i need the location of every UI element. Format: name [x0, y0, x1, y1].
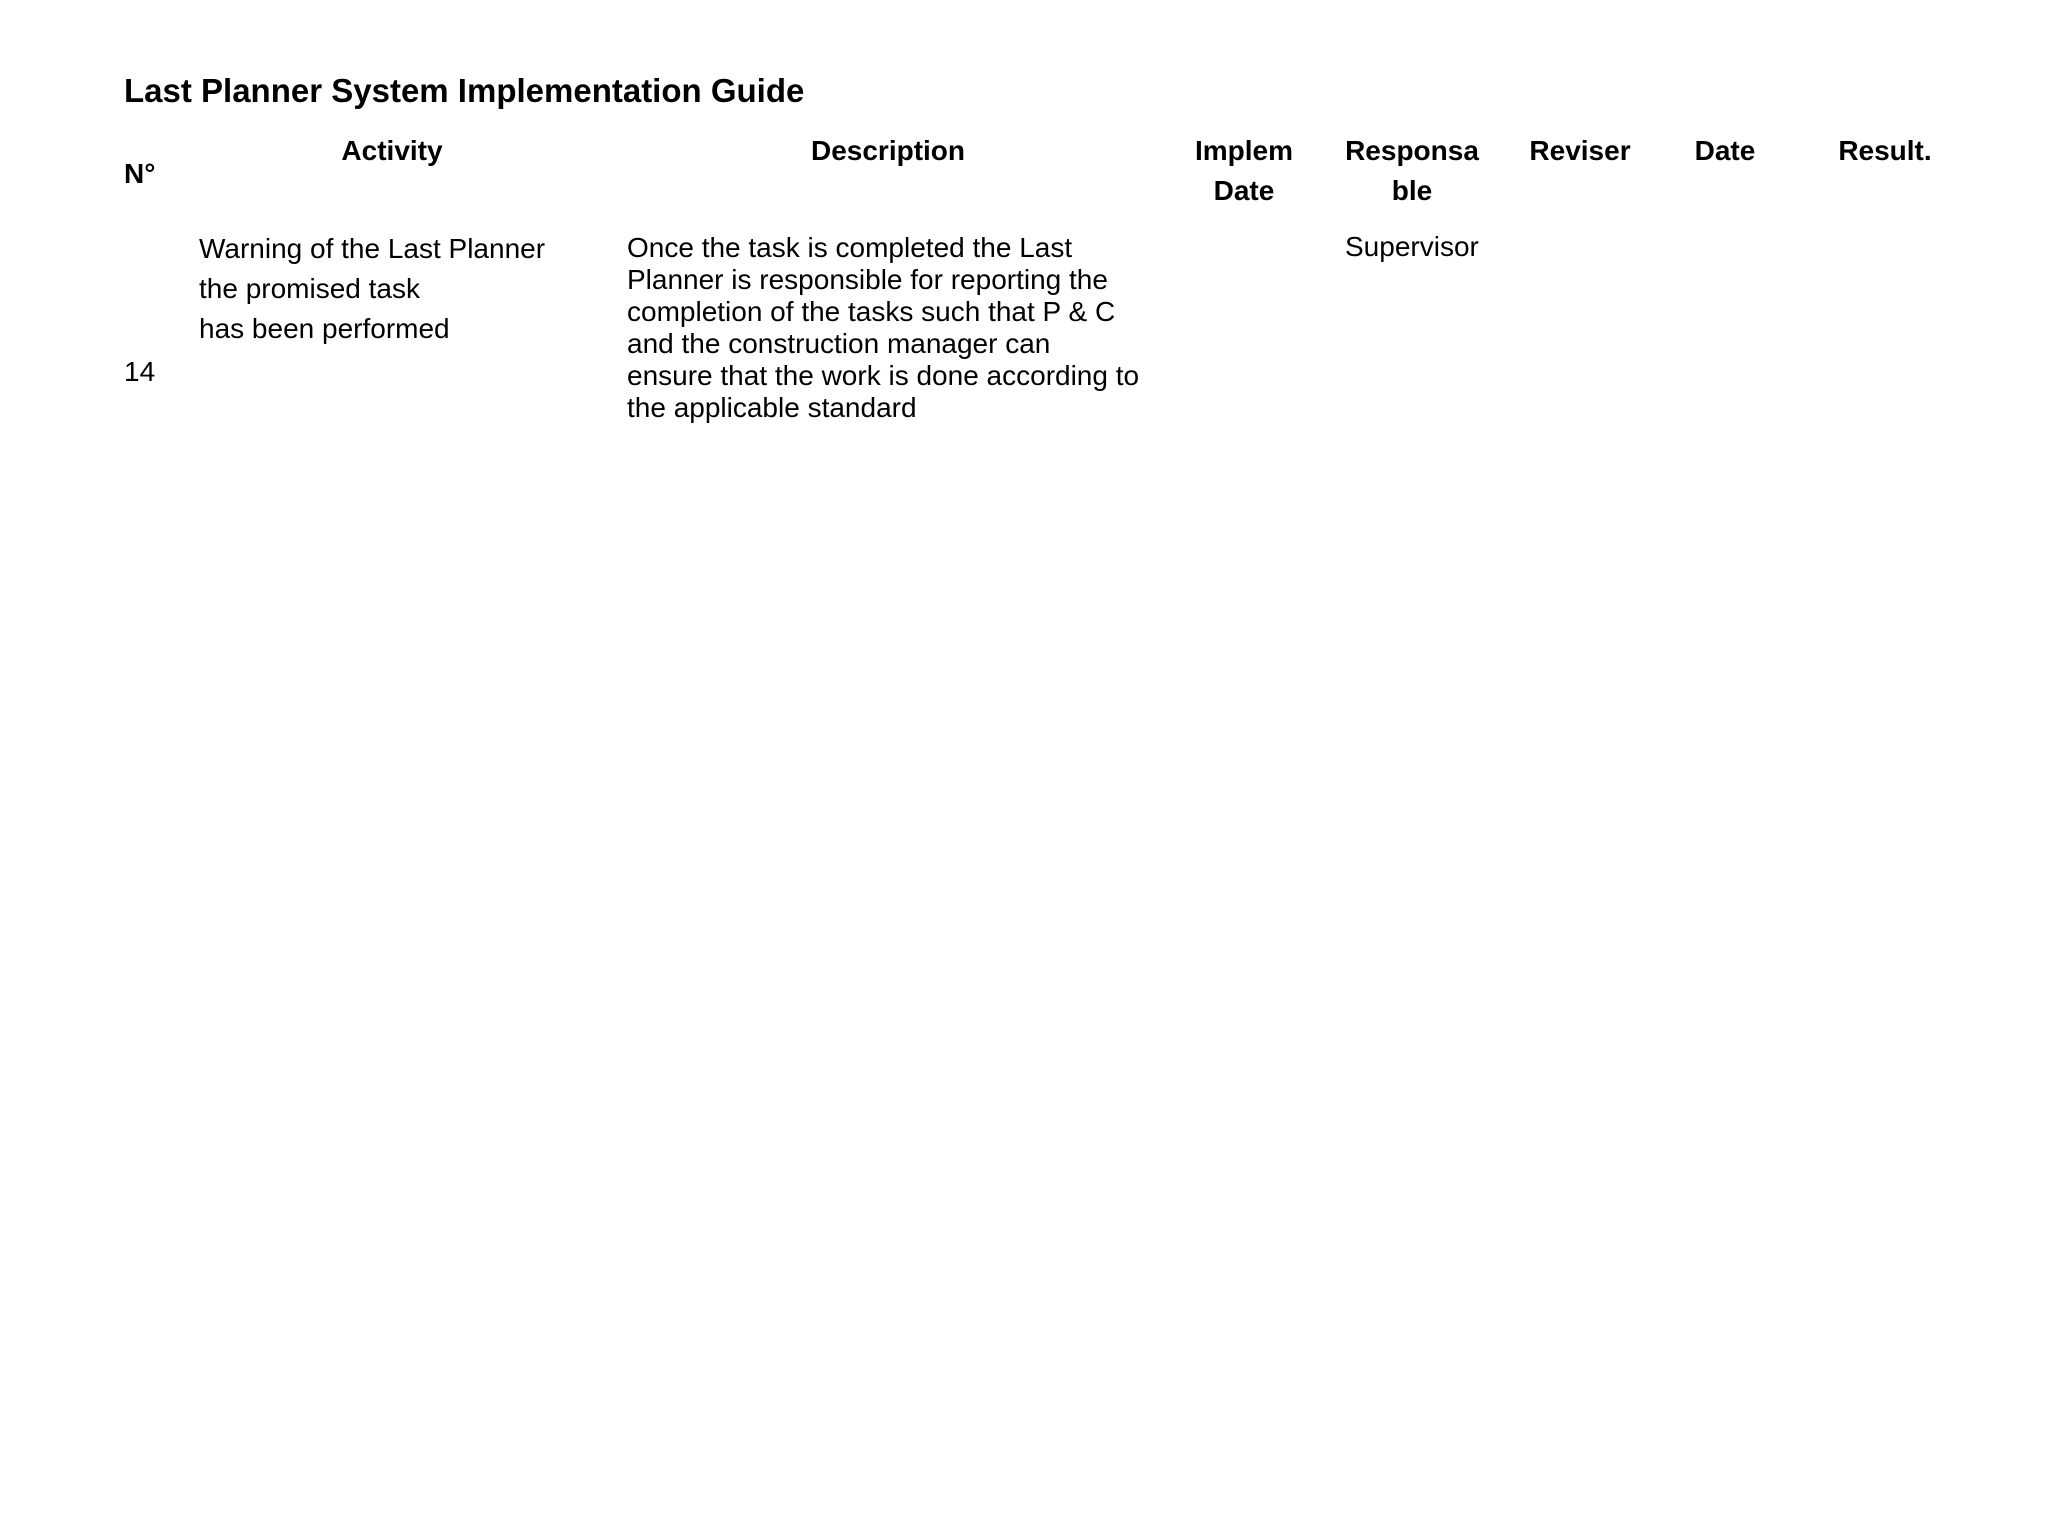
description-line: Planner is responsible for reporting the: [627, 264, 1108, 295]
header-date: Date: [1694, 135, 1756, 166]
header-responsable-line: ble: [1391, 175, 1433, 206]
header-responsable: [1332, 131, 1492, 211]
header-result: Result.: [1838, 135, 1932, 166]
description-line: and the construction manager can: [627, 328, 1051, 359]
description-line: ensure that the work is done according to: [627, 360, 1140, 391]
header-no: N°: [124, 158, 156, 189]
row-activity: [199, 229, 545, 349]
header-implem-date: [1180, 131, 1308, 211]
header-activity: Activity: [341, 135, 443, 166]
activity-line: the promised task: [199, 273, 420, 304]
row-number: 14: [124, 356, 156, 387]
description-line: completion of the tasks such that P & C: [627, 296, 1116, 327]
header-implem-date-line: Implem: [1194, 135, 1294, 166]
row-description: [627, 232, 1139, 424]
description-line: the applicable standard: [627, 392, 917, 423]
description-line: Once the task is completed the Last: [627, 232, 1073, 263]
header-description: Description: [810, 135, 966, 166]
header-responsable-line: Responsa: [1345, 135, 1479, 166]
row-responsable: Supervisor: [1345, 231, 1479, 262]
page-title: Last Planner System Implementation Guide: [124, 72, 805, 109]
header-reviser: Reviser: [1529, 135, 1631, 166]
activity-line: has been performed: [199, 313, 450, 344]
activity-line: Warning of the Last Planner: [199, 233, 546, 264]
header-implem-date-line: Date: [1213, 175, 1275, 206]
